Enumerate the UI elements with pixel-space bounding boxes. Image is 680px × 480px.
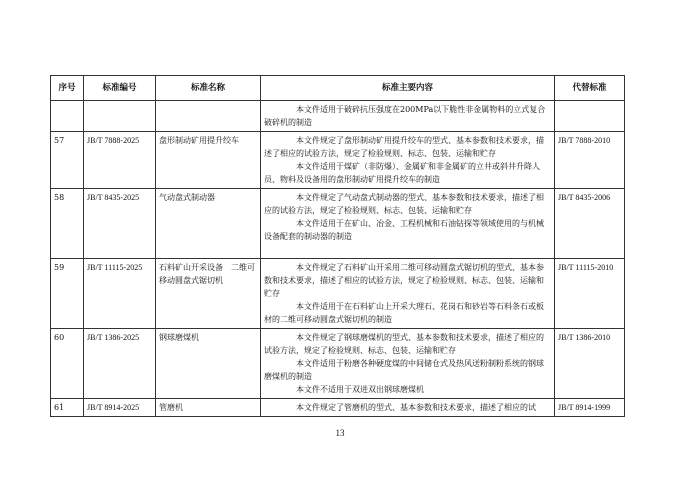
header-replaces: 代替标准	[555, 76, 625, 101]
content-paragraph: 本文件适用于粉磨各种硬度煤的中间储仓式及热风送粉制粉系统的钢球磨煤机的制造	[264, 359, 544, 381]
cell-content	[261, 189, 555, 259]
cell-no: 57	[51, 132, 84, 189]
cell-no: 60	[51, 329, 84, 399]
cell-name: 钢球磨煤机	[156, 329, 261, 399]
cell-no: 59	[51, 259, 84, 329]
cell-no	[51, 101, 84, 132]
cell-replaces: JB/T 7888-2010	[555, 132, 625, 189]
cell-content	[261, 132, 555, 189]
header-content: 标准主要内容	[261, 76, 555, 101]
content-paragraph: 本文件规定了气动盘式制动器的型式、基本参数和技术要求，描述了相应的试验方法，规定了检验规则、标志、包装、运输和贮存	[264, 193, 544, 215]
cell-name: 气动盘式制动器	[156, 189, 261, 259]
content-paragraph: 本文件规定了钢球磨煤机的型式、基本参数和技术要求，描述了相应的试验方法，规定了检验规则、标志、包装、运输和贮存	[264, 333, 544, 355]
cell-replaces: JB/T 11115-2010	[555, 259, 625, 329]
content-paragraph: 本文件适用于破碎抗压强度在200MPa以下脆性非金属物料的立式复合破碎机的制造	[264, 105, 546, 127]
cell-name: 盘形制动矿用提升绞车	[156, 132, 261, 189]
table-row	[51, 189, 625, 259]
cell-code: JB/T 7888-2025	[84, 132, 156, 189]
content-paragraph: 本文件适用于煤矿（非防爆）、金属矿和非金属矿的立井或斜井升降人员、物料及设备用的盘形制动矿用提升绞车的制造	[264, 162, 540, 184]
table-row	[51, 329, 625, 399]
table-row	[51, 132, 625, 189]
content-paragraph: 本文件规定了石料矿山开采用二维可移动圆盘式锯切机的型式、基本参数和技术要求，描述了相应的试验方法，规定了检验规则、标志、包装、运输和贮存	[264, 263, 544, 298]
cell-code: JB/T 8914-2025	[84, 399, 156, 417]
cell-replaces	[555, 101, 625, 132]
cell-code: JB/T 1386-2025	[84, 329, 156, 399]
content-paragraph: 本文件适用于在矿山、冶金、工程机械和石油钻探等领域使用的与机械设备配套的制动器的制造	[264, 219, 544, 241]
content-paragraph: 本文件规定了管磨机的型式、基本参数和技术要求，描述了相应的试	[296, 403, 536, 412]
cell-name	[156, 101, 261, 132]
cell-replaces: JB/T 1386-2010	[555, 329, 625, 399]
content-paragraph: 本文件规定了盘形制动矿用提升绞车的型式、基本参数和技术要求，描述了相应的试验方法，规定了检验规则、标志、包装、运输和贮存	[264, 136, 544, 158]
page-number: 13	[335, 428, 345, 438]
cell-no: 61	[51, 399, 84, 417]
cell-replaces: JB/T 8435-2006	[555, 189, 625, 259]
content-paragraph: 本文件不适用于双进双出钢球磨煤机	[296, 385, 424, 394]
standards-table	[50, 75, 625, 417]
table-row	[51, 259, 625, 329]
cell-name: 石料矿山开采设备 二维可移动圆盘式锯切机	[156, 259, 261, 329]
cell-content	[261, 259, 555, 329]
cell-code: JB/T 11115-2025	[84, 259, 156, 329]
header-name: 标准名称	[156, 76, 261, 101]
cell-no: 58	[51, 189, 84, 259]
table-row	[51, 101, 625, 132]
header-no: 序号	[51, 76, 84, 101]
cell-name: 管磨机	[156, 399, 261, 417]
cell-code	[84, 101, 156, 132]
table-header-row	[51, 76, 625, 101]
content-paragraph: 本文件适用于在石料矿山上开采大理石、花岗石和砂岩等石料条石或板材的二维可移动圆盘式锯切机的制造	[264, 302, 544, 324]
header-code: 标准编号	[84, 76, 156, 101]
table-row	[51, 399, 625, 417]
cell-content	[261, 399, 555, 417]
cell-content	[261, 101, 555, 132]
cell-code: JB/T 8435-2025	[84, 189, 156, 259]
cell-content	[261, 329, 555, 399]
cell-replaces: JB/T 8914-1999	[555, 399, 625, 417]
